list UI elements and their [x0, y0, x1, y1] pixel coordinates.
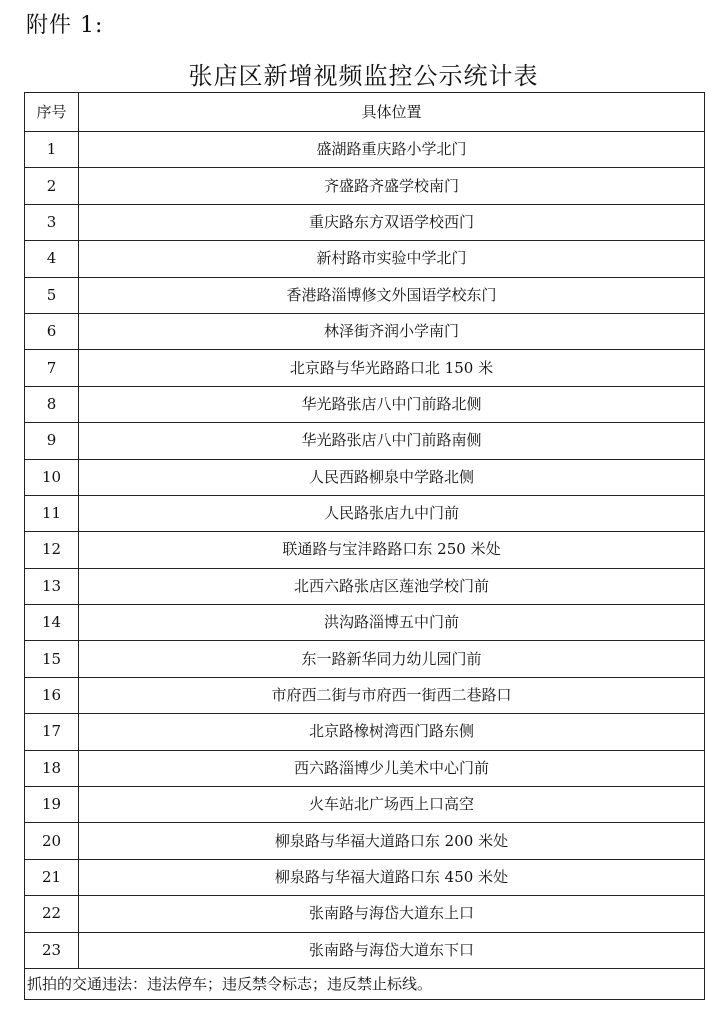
- row-location: 林泽街齐润小学南门: [79, 313, 705, 349]
- row-index: 22: [25, 896, 79, 932]
- table-row: [25, 350, 705, 386]
- row-location: 华光路张店八中门前路北侧: [79, 386, 705, 422]
- footer-note: 抓拍的交通违法：违法停车；违反禁令标志；违反禁止标线。: [25, 968, 705, 999]
- attachment-label: 附件 1:: [26, 13, 104, 38]
- table-row: [25, 641, 705, 677]
- row-index: 18: [25, 750, 79, 786]
- row-index: 20: [25, 823, 79, 859]
- row-location: 市府西二街与市府西一街西二巷路口: [79, 677, 705, 713]
- row-location: 人民路张店九中门前: [79, 495, 705, 531]
- row-location: 盛湖路重庆路小学北门: [79, 132, 705, 168]
- row-index: 21: [25, 859, 79, 895]
- row-index: 17: [25, 714, 79, 750]
- row-index: 10: [25, 459, 79, 495]
- header-index: 序号: [25, 93, 79, 132]
- row-location: 张南路与海岱大道东下口: [79, 932, 705, 968]
- row-location: 华光路张店八中门前路南侧: [79, 423, 705, 459]
- row-index: 5: [25, 277, 79, 313]
- row-index: 6: [25, 313, 79, 349]
- table-row: [25, 204, 705, 240]
- table-row: [25, 423, 705, 459]
- table-row: [25, 168, 705, 204]
- table-row: [25, 132, 705, 168]
- row-index: 12: [25, 532, 79, 568]
- row-index: 16: [25, 677, 79, 713]
- row-location: 洪沟路淄博五中门前: [79, 605, 705, 641]
- table-row: [25, 750, 705, 786]
- row-location: 火车站北广场西上口高空: [79, 787, 705, 823]
- row-location: 香港路淄博修文外国语学校东门: [79, 277, 705, 313]
- row-index: 13: [25, 568, 79, 604]
- table-row: [25, 896, 705, 932]
- row-location: 北西六路张店区莲池学校门前: [79, 568, 705, 604]
- row-location: 西六路淄博少儿美术中心门前: [79, 750, 705, 786]
- row-index: 19: [25, 787, 79, 823]
- table-row: [25, 495, 705, 531]
- table-row: [25, 277, 705, 313]
- table-row: [25, 459, 705, 495]
- row-index: 4: [25, 241, 79, 277]
- table-footer-row: [25, 968, 705, 999]
- row-index: 9: [25, 423, 79, 459]
- row-location: 柳泉路与华福大道路口东 450 米处: [79, 859, 705, 895]
- table-row: [25, 532, 705, 568]
- page-title: 张店区新增视频监控公示统计表: [188, 62, 539, 90]
- table-row: [25, 787, 705, 823]
- row-index: 8: [25, 386, 79, 422]
- row-index: 2: [25, 168, 79, 204]
- row-location: 重庆路东方双语学校西门: [79, 204, 705, 240]
- table-row: [25, 568, 705, 604]
- row-index: 14: [25, 605, 79, 641]
- header-location: 具体位置: [79, 93, 705, 132]
- row-index: 11: [25, 495, 79, 531]
- table-row: [25, 714, 705, 750]
- surveillance-table: [24, 92, 705, 1000]
- table-row: [25, 859, 705, 895]
- table-row: [25, 932, 705, 968]
- row-location: 柳泉路与华福大道路口东 200 米处: [79, 823, 705, 859]
- row-location: 北京路与华光路路口北 150 米: [79, 350, 705, 386]
- table-header-row: [25, 93, 705, 132]
- row-location: 联通路与宝沣路路口东 250 米处: [79, 532, 705, 568]
- row-index: 3: [25, 204, 79, 240]
- table-row: [25, 677, 705, 713]
- row-location: 新村路市实验中学北门: [79, 241, 705, 277]
- table-row: [25, 823, 705, 859]
- row-location: 张南路与海岱大道东上口: [79, 896, 705, 932]
- row-index: 1: [25, 132, 79, 168]
- table-row: [25, 241, 705, 277]
- table-row: [25, 605, 705, 641]
- table-row: [25, 313, 705, 349]
- row-location: 北京路橡树湾西门路东侧: [79, 714, 705, 750]
- table-row: [25, 386, 705, 422]
- row-index: 15: [25, 641, 79, 677]
- row-location: 齐盛路齐盛学校南门: [79, 168, 705, 204]
- row-index: 23: [25, 932, 79, 968]
- row-index: 7: [25, 350, 79, 386]
- row-location: 人民西路柳泉中学路北侧: [79, 459, 705, 495]
- row-location: 东一路新华同力幼儿园门前: [79, 641, 705, 677]
